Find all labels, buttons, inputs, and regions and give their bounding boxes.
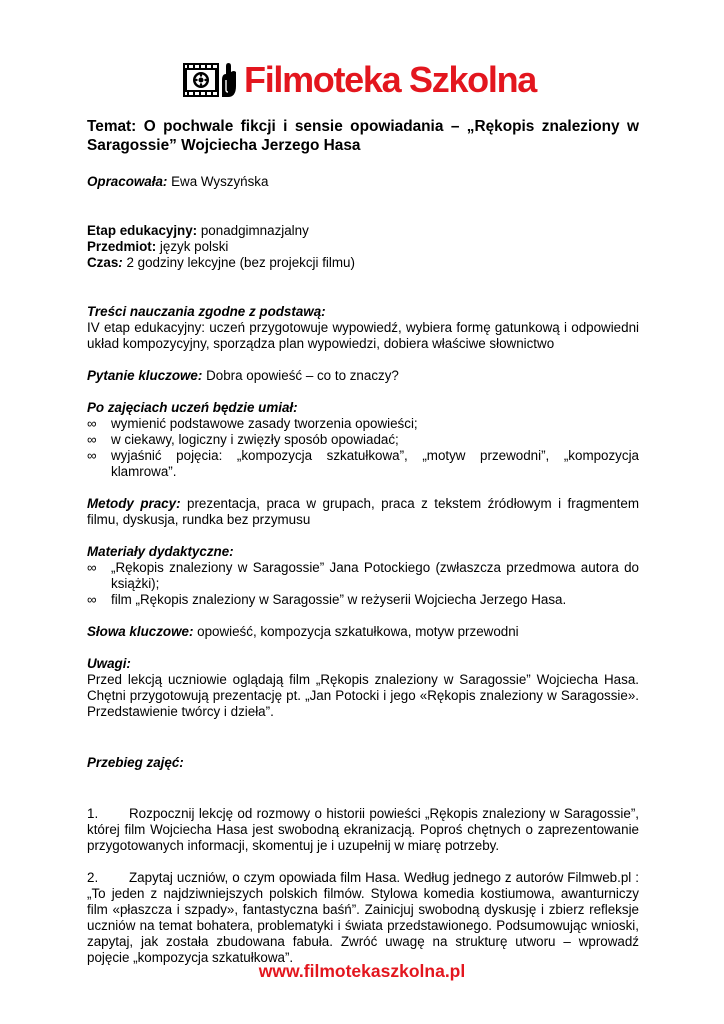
time-value: 2 godziny lekcyjne (bez projekcji filmu): [122, 255, 355, 270]
list-item: ∞ wyjaśnić pojęcia: „kompozycja szkatułkowa”, „motyw przewodni”, „kompozycja klamrowa”.: [87, 448, 639, 480]
author-line: [87, 174, 639, 190]
subject-value: język polski: [156, 239, 229, 254]
key-question-label: Pytanie kluczowe:: [87, 368, 203, 383]
logo-text: Filmoteka Szkolna: [244, 59, 536, 100]
filmoteka-logo: [182, 58, 536, 102]
keywords-label: Słowa kluczowe:: [87, 624, 194, 639]
methods-line: [87, 496, 639, 528]
key-question-line: [87, 368, 639, 384]
list-item: ∞ w ciekawy, logiczny i zwięzły sposób opowiadać;: [87, 432, 639, 448]
step-text: Zapytaj uczniów, o czym opowiada film Hasa. Według jednego z autorów Filmweb.pl : „To jeden z najdziwniejszych polskich filmów. Stylowa komedia kostiumowa, awanturniczy film «płaszcza i szpady», fantastyczna baśń”. Zainicjuj swobodną dyskusję i zbierz refleksje uczniów na temat bohatera, problematyki i świata przedstawionego. Podsumowując wnioski, zapytaj, jak została zbudowana fabuła. Zwróć uwagę na strukturę utworu – wprowadź pojęcie „kompozycja szkatułkowa”.: [87, 870, 639, 965]
materials-label: Materiały dydaktyczne:: [87, 544, 234, 559]
key-question-value: Dobra opowieść – co to znaczy?: [202, 368, 399, 383]
stage-line: [87, 223, 639, 239]
notes-label: Uwagi:: [87, 656, 131, 671]
time-label: Czas: [87, 255, 119, 270]
step-text: Rozpocznij lekcję od rozmowy o historii powieści „Rękopis znaleziony w Saragossie”, której film Wojciecha Hasa jest swobodną ekranizacją. Poproś chętnych o zaprezentowanie przygotowanych informacji, skomentuj je i uzupełnij w miarę potrzeby.: [87, 806, 639, 853]
notes-text: Przed lekcją uczniowie oglądają film „Rękopis znaleziony w Saragossie” Wojciecha Hasa. Chętni przygotowują prezentację pt. „Jan Potocki i jego «Rękopis znaleziony w Saragossie». Przedstawienie twórcy i dzieła”.: [87, 672, 639, 719]
footer-url: www.filmotekaszkolna.pl: [258, 961, 466, 981]
curriculum-label: Treści nauczania zgodne z podstawą:: [87, 304, 326, 319]
time-colon: :: [118, 255, 123, 270]
curriculum-text: IV etap edukacyjny: uczeń przygotowuje wypowiedź, wybiera formę gatunkową i odpowiedni układ kompozycyjny, sporządza plan wypowiedzi, dobiera właściwe słownictwo: [87, 320, 639, 351]
step-2: [87, 870, 639, 966]
film-reel-hand-icon: [182, 60, 242, 100]
stage-label: Etap edukacyjny:: [87, 223, 198, 238]
keywords-value: opowieść, kompozycja szkatułkowa, motyw przewodni: [193, 624, 519, 639]
methods-value: prezentacja, praca w grupach, praca z tekstem źródłowym i fragmentem filmu, dyskusja, rundka bez przymusu: [87, 496, 640, 527]
materials-list: [87, 560, 639, 608]
course-label: Przebieg zajęć:: [87, 755, 184, 770]
time-line: [87, 255, 639, 271]
subject-label: Przedmiot:: [87, 239, 157, 254]
stage-value: ponadgimnazjalny: [197, 223, 309, 238]
step-number: 1.: [87, 806, 99, 821]
author-label: Opracowała:: [87, 174, 168, 189]
step-number: 2.: [87, 870, 99, 885]
methods-label: Metody pracy:: [87, 496, 181, 511]
outcomes-list: [87, 416, 639, 480]
step-1: [87, 806, 639, 854]
list-item: ∞ wymienić podstawowe zasady tworzenia opowieści;: [87, 416, 639, 432]
subject-line: [87, 239, 639, 255]
list-item: ∞ „Rękopis znaleziony w Saragossie” Jana Potockiego (zwłaszcza przedmowa autora do książki);: [87, 560, 639, 592]
page-title: Temat: O pochwale fikcji i sensie opowiadania – „Rękopis znaleziony w Saragossie” Wojciecha Jerzego Hasa: [87, 118, 639, 154]
author-value: Ewa Wyszyńska: [167, 174, 269, 189]
list-item: ∞ film „Rękopis znaleziony w Saragossie” w reżyserii Wojciecha Jerzego Hasa.: [87, 592, 639, 608]
lesson-plan: [87, 117, 639, 966]
keywords-line: [87, 624, 639, 640]
outcomes-label: Po zajęciach uczeń będzie umiał:: [87, 400, 298, 415]
